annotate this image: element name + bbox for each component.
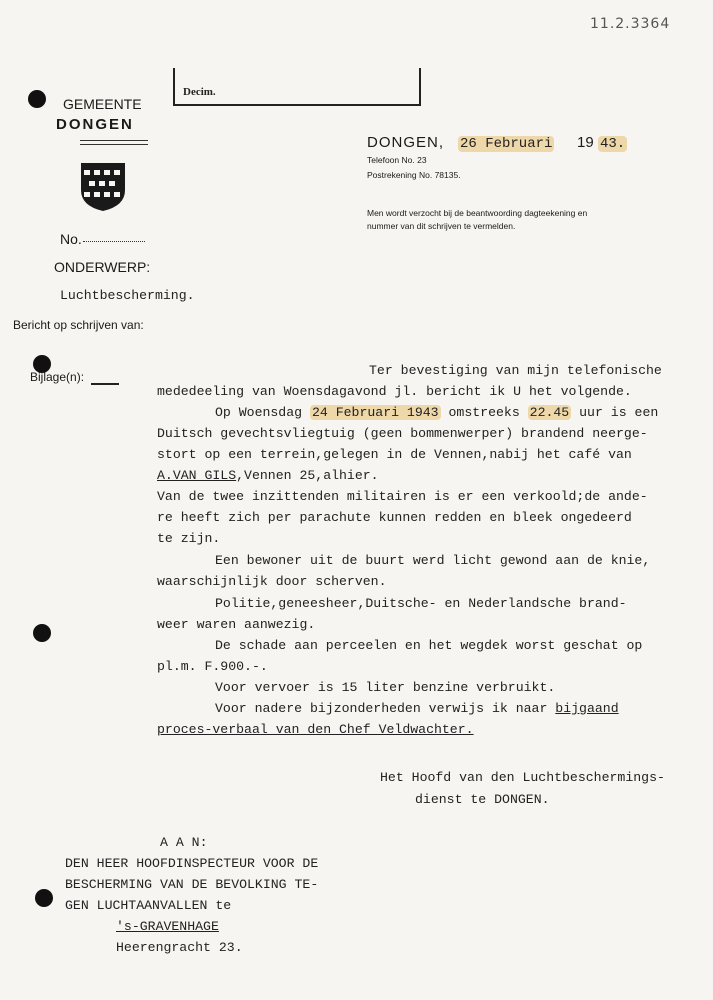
body-line: weer waren aanwezig. — [157, 617, 316, 632]
addressee-line: BESCHERMING VAN DE BEVOLKING TE- — [65, 877, 319, 892]
postrekening: Postrekening No. 78135. — [367, 170, 461, 180]
notice-line1: Men wordt verzocht bij de beantwoording dagteekening en — [367, 208, 588, 218]
sender-line2: DONGEN — [56, 116, 134, 133]
addressee-line: GEN LUCHTAANVALLEN te — [65, 898, 232, 913]
date-year: 43. — [600, 136, 626, 152]
body-line: A.VAN GILS,Vennen 25,alhier. — [157, 468, 379, 483]
date-day-month: 26 Februari — [460, 136, 553, 152]
telefoon: Telefoon No. 23 — [367, 155, 427, 165]
body-line: Ter bevestiging van mijn telefonische — [369, 363, 662, 378]
body-line: Op Woensdag 24 Februari 1943 omstreeks 22.45 uur is een — [215, 405, 659, 420]
body-line: stort op een terrein,gelegen in de Vennen,nabij het café van — [157, 447, 632, 462]
date-century: 19 — [577, 134, 594, 151]
bijlage-field-line — [91, 383, 119, 385]
no-label: No. — [60, 231, 82, 247]
onderwerp-label: ONDERWERP: — [54, 259, 151, 275]
addressee-street: Heerengracht 23. — [116, 940, 243, 955]
body-line: De schade aan perceelen en het wegdek worst geschat op — [215, 638, 643, 653]
addressee-city: 's-GRAVENHAGE — [116, 919, 219, 934]
body-line: Voor vervoer is 15 liter benzine verbruikt. — [215, 680, 556, 695]
coat-of-arms-icon — [80, 162, 126, 212]
body-line: te zijn. — [157, 531, 221, 546]
punch-hole — [33, 624, 51, 642]
punch-hole — [28, 90, 46, 108]
body-line: waarschijnlijk door scherven. — [157, 574, 387, 589]
signature-line2: dienst te DONGEN. — [415, 792, 550, 807]
punch-hole — [35, 889, 53, 907]
sender-line1: GEMEENTE — [63, 96, 142, 112]
archive-reference: 11.2.3364 — [590, 16, 671, 32]
body-line: Politie,geneesheer,Duitsche- en Nederlandsche brand- — [215, 596, 627, 611]
notice-line2: nummer van dit schrijven te vermelden. — [367, 221, 516, 231]
body-line: Voor nadere bijzonderheden verwijs ik naar bijgaand — [215, 701, 619, 716]
body-line: proces-verbaal van den Chef Veldwachter. — [157, 722, 474, 737]
body-line: pl.m. F.900.-. — [157, 659, 268, 674]
decim-label: Decim. — [183, 86, 216, 98]
bericht-label: Bericht op schrijven van: — [13, 318, 144, 332]
body-line: Van de twee inzittenden militairen is er een verkoold;de ande- — [157, 489, 648, 504]
signature-line1: Het Hoofd van den Luchtbeschermings- — [380, 770, 665, 785]
body-line: re heeft zich per parachute kunnen redden en bleek ongedeerd — [157, 510, 632, 525]
body-line: mededeeling van Woensdagavond jl. bericht ik U het volgende. — [157, 384, 632, 399]
addressee-aan: A A N: — [160, 835, 208, 850]
addressee-line: DEN HEER HOOFDINSPECTEUR VOOR DE — [65, 856, 319, 871]
body-line: Duitsch gevechtsvliegtuig (geen bommenwerper) brandend neerge- — [157, 426, 648, 441]
onderwerp-value: Luchtbescherming. — [60, 288, 195, 303]
no-field-line — [83, 241, 145, 242]
body-line: Een bewoner uit de buurt werd licht gewond aan de knie, — [215, 553, 651, 568]
bijlage-label: Bijlage(n): — [30, 370, 85, 384]
place: DONGEN, — [367, 134, 445, 151]
divider — [80, 144, 148, 145]
divider — [80, 140, 148, 141]
